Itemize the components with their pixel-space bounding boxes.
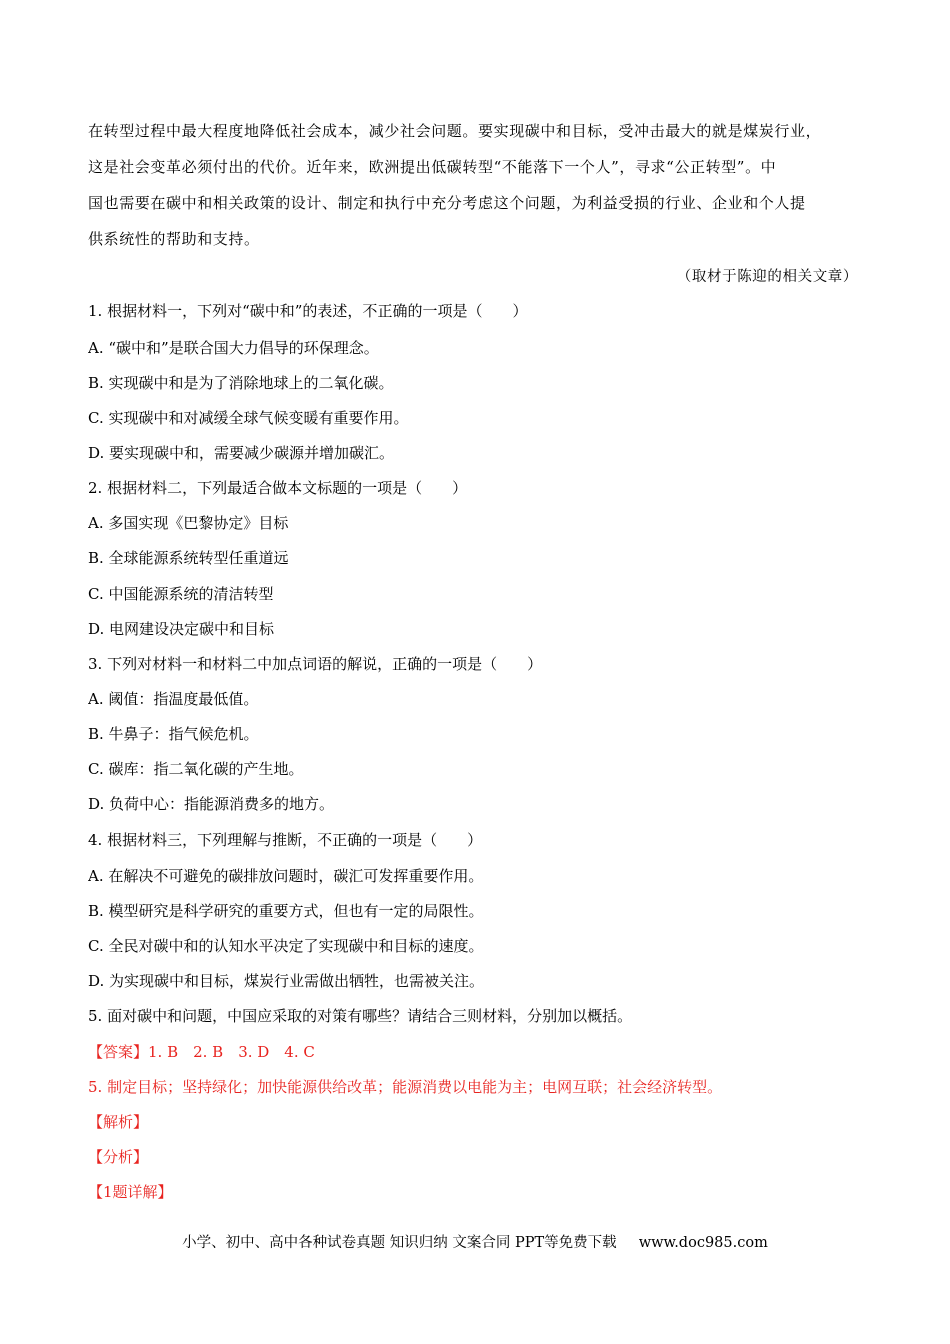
analysis-heading: 【解析】 (88, 1113, 149, 1131)
question-3-option-d: D. 负荷中心：指能源消费多的地方。 (88, 795, 335, 813)
question-2-stem: 2. 根据材料二，下列最适合做本文标题的一项是（ ） (88, 479, 468, 497)
question-3-option-b: B. 牛鼻子：指气候危机。 (88, 725, 259, 743)
answer-line-1: 【答案】1. B 2. B 3. D 4. C (88, 1043, 315, 1061)
breakdown-heading: 【分析】 (88, 1148, 149, 1166)
footer-url[interactable]: www.doc985.com (638, 1235, 768, 1251)
question-2-option-a: A. 多国实现《巴黎协定》目标 (88, 514, 289, 532)
question-1-option-a: A. “碳中和”是联合国大力倡导的环保理念。 (88, 339, 379, 357)
question-4-option-d: D. 为实现碳中和目标，煤炭行业需做出牺牲，也需被关注。 (88, 972, 485, 990)
question-2-option-d: D. 电网建设决定碳中和目标 (88, 620, 275, 638)
question-1-stem (88, 300, 868, 321)
question-1-stem-before: 1. 根据材料一，下列对“碳中和”的表述， (88, 302, 363, 320)
answer-line-2: 5. 制定目标；坚持绿化；加快能源供给改革；能源消费以电能为主；电网互联；社会经济转型。 (88, 1078, 723, 1096)
question-1-option-c: C. 实现碳中和对减缓全球气候变暖有重要作用。 (88, 409, 409, 427)
question-2-option-c: C. 中国能源系统的清洁转型 (88, 585, 274, 603)
question-4-stem-before: 4. 根据材料三，下列理解与推断， (88, 831, 318, 849)
passage-line-2: 这是社会变革必须付出的代价。近年来，欧洲提出低碳转型“不能落下一个人”，寻求“公正转型”。中 (88, 158, 777, 176)
footer-text: 小学、初中、高中各种试卷真题 知识归纳 文案合同 PPT等免费下载 (182, 1235, 617, 1251)
emphasis-char: 正 (332, 831, 348, 849)
emphasis-char: 确 (392, 302, 408, 320)
passage-line-1: 在转型过程中最大程度地降低社会成本，减少社会问题。要实现碳中和目标，受冲击最大的就是煤炭行业， (88, 122, 822, 140)
question-5-stem: 5. 面对碳中和问题，中国应采取的对策有哪些？请结合三则材料，分别加以概括。 (88, 1007, 633, 1025)
question-4-stem-after: 的一项是（ ） (362, 831, 483, 849)
question-3-option-a: A. 阈值：指温度最低值。 (88, 690, 259, 708)
passage-source: （取材于陈迎的相关文章） (676, 269, 858, 285)
emphasis-char: 确 (347, 831, 363, 849)
question-3-option-c: C. 碳库：指二氧化碳的产生地。 (88, 760, 304, 778)
question-4-stem (88, 829, 868, 850)
question-4-option-a: A. 在解决不可避免的碳排放问题时，碳汇可发挥重要作用。 (88, 867, 484, 885)
question-1-option-d: D. 要实现碳中和，需要减少碳源并增加碳汇。 (88, 444, 395, 462)
emphasis-char: 不 (362, 302, 378, 320)
emphasis-char: 正 (377, 302, 393, 320)
question-4-option-b: B. 模型研究是科学研究的重要方式，但也有一定的局限性。 (88, 902, 484, 920)
passage-line-3: 国也需要在碳中和相关政策的设计、制定和执行中充分考虑这个问题，为利益受损的行业、企业和个人提 (88, 194, 806, 212)
question-2-option-b: B. 全球能源系统转型任重道远 (88, 549, 289, 567)
question-1-stem-after: 的一项是（ ） (407, 302, 528, 320)
question-4-option-c: C. 全民对碳中和的认知水平决定了实现碳中和目标的速度。 (88, 937, 484, 955)
passage-line-4: 供系统性的帮助和支持。 (88, 230, 260, 248)
emphasis-char: 不 (317, 831, 333, 849)
page-footer (0, 1231, 950, 1252)
question-1-option-b: B. 实现碳中和是为了消除地球上的二氧化碳。 (88, 374, 394, 392)
question-3-stem: 3. 下列对材料一和材料二中加点词语的解说，正确的一项是（ ） (88, 655, 543, 673)
detail-1-heading: 【1题详解】 (88, 1183, 173, 1201)
